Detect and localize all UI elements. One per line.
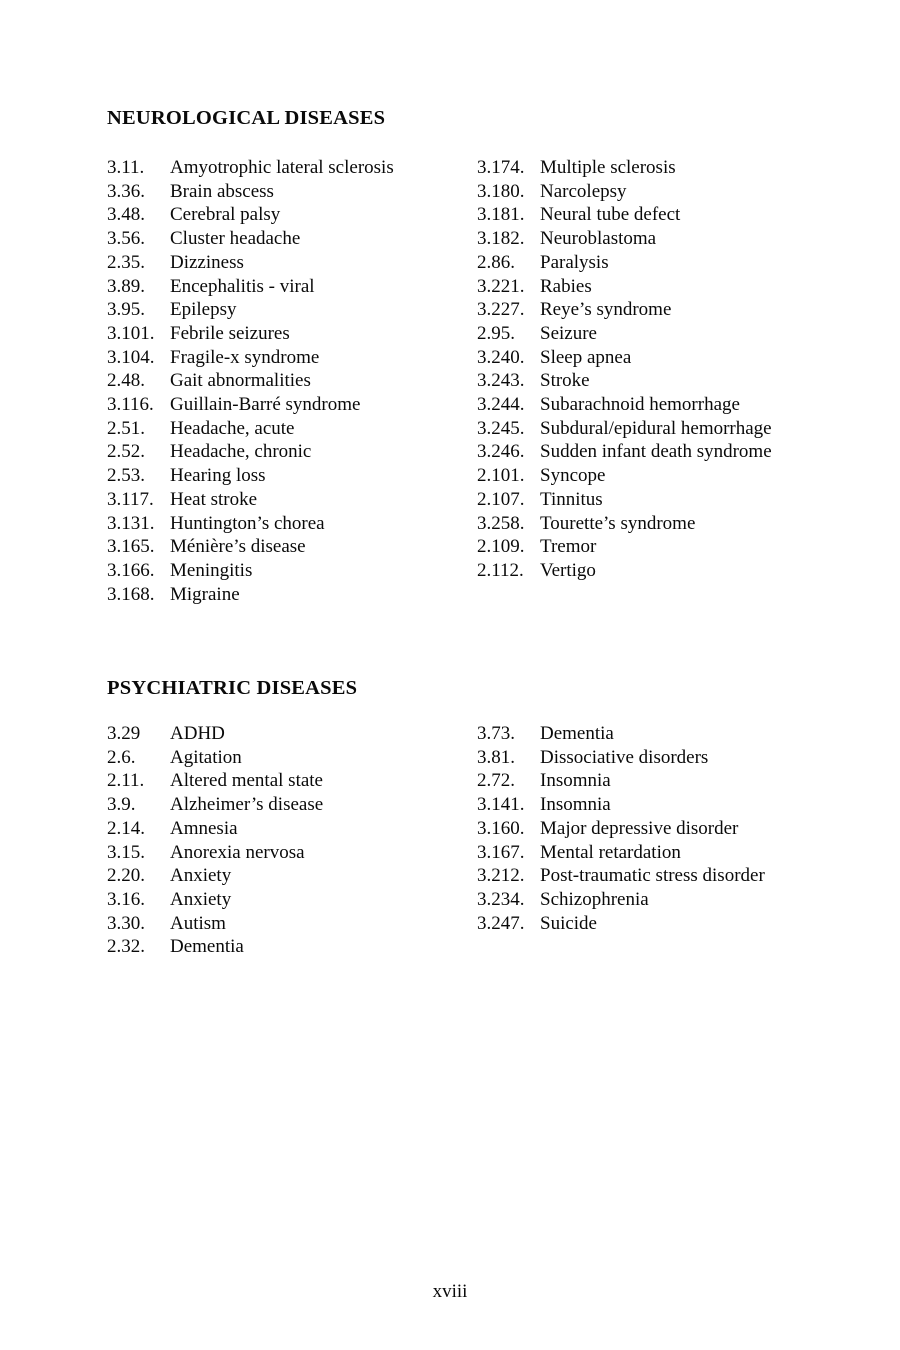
index-entry	[477, 440, 860, 464]
neurological-left-column	[107, 156, 477, 606]
index-entry	[107, 417, 477, 441]
entry-title: Guillain-Barré syndrome	[170, 394, 361, 416]
entry-number: 3.95.	[107, 299, 145, 321]
entry-title: Hearing loss	[170, 465, 266, 487]
entry-title: Post-traumatic stress disorder	[540, 865, 765, 887]
index-entry	[477, 298, 860, 322]
entry-title: Dementia	[170, 936, 244, 958]
entry-title: Insomnia	[540, 770, 611, 792]
entry-title: Mental retardation	[540, 841, 681, 863]
index-entry	[477, 180, 860, 204]
entry-number: 3.181.	[477, 204, 525, 226]
index-entry	[107, 393, 477, 417]
entry-title: Anxiety	[170, 888, 232, 910]
entry-title: Sudden infant death syndrome	[540, 441, 772, 463]
entry-title: Anorexia nervosa	[170, 841, 305, 863]
entry-title: Dizziness	[170, 251, 244, 273]
index-entry	[107, 322, 477, 346]
entry-title: Tourette’s syndrome	[540, 512, 696, 534]
entry-number: 2.107.	[477, 488, 525, 510]
entry-title: Narcolepsy	[540, 180, 627, 202]
entry-number: 2.72.	[477, 770, 515, 792]
entry-title: Cluster headache	[170, 228, 301, 250]
entry-number: 2.11.	[107, 770, 145, 792]
entry-title: Tinnitus	[540, 488, 603, 510]
psychiatric-diseases-columns	[107, 722, 860, 959]
index-entry	[477, 912, 860, 936]
entry-number: 3.166.	[107, 559, 155, 581]
index-entry	[477, 417, 860, 441]
entry-title: Reye’s syndrome	[540, 299, 672, 321]
index-entry	[477, 227, 860, 251]
entry-title: Seizure	[540, 322, 597, 344]
entry-title: Suicide	[540, 912, 597, 934]
entry-title: Subarachnoid hemorrhage	[540, 394, 740, 416]
index-entry	[107, 583, 477, 607]
entry-number: 3.89.	[107, 275, 145, 297]
entry-title: Ménière’s disease	[170, 536, 306, 558]
entry-number: 2.52.	[107, 441, 145, 463]
index-entry	[477, 156, 860, 180]
entry-number: 3.15.	[107, 841, 145, 863]
entry-number: 3.168.	[107, 583, 155, 605]
entry-title: Febrile seizures	[170, 322, 290, 344]
index-entry	[107, 559, 477, 583]
index-entry	[107, 935, 477, 959]
entry-title: Meningitis	[170, 559, 253, 581]
entry-title: Heat stroke	[170, 488, 258, 510]
index-entry	[107, 888, 477, 912]
index-entry	[477, 251, 860, 275]
entry-number: 3.234.	[477, 888, 525, 910]
entry-title: Paralysis	[540, 251, 609, 273]
entry-number: 3.117.	[107, 488, 154, 510]
index-entry	[107, 793, 477, 817]
entry-number: 3.16.	[107, 888, 145, 910]
index-entry	[477, 817, 860, 841]
entry-number: 3.246.	[477, 441, 525, 463]
entry-number: 3.56.	[107, 228, 145, 250]
entry-title: Tremor	[540, 536, 597, 558]
entry-number: 3.30.	[107, 912, 145, 934]
entry-number: 3.131.	[107, 512, 155, 534]
entry-title: Sleep apnea	[540, 346, 632, 368]
index-entry	[477, 322, 860, 346]
index-entry	[477, 393, 860, 417]
entry-title: Anxiety	[170, 865, 232, 887]
entry-number: 2.35.	[107, 251, 145, 273]
index-entry	[477, 888, 860, 912]
index-entry	[107, 369, 477, 393]
index-entry	[107, 180, 477, 204]
index-entry	[107, 251, 477, 275]
entry-title: Major depressive disorder	[540, 817, 739, 839]
index-entry	[477, 864, 860, 888]
entry-number: 3.247.	[477, 912, 525, 934]
entry-number: 3.212.	[477, 865, 525, 887]
entry-title: Dissociative disorders	[540, 746, 709, 768]
entry-number: 3.11.	[107, 157, 145, 178]
entry-title: Syncope	[540, 465, 606, 487]
entry-number: 3.160.	[477, 817, 525, 839]
entry-number: 3.116.	[107, 394, 154, 416]
index-entry	[477, 464, 860, 488]
entry-number: 3.180.	[477, 180, 525, 202]
entry-title: Stroke	[540, 370, 590, 392]
entry-number: 3.141.	[477, 794, 525, 816]
entry-title: Alzheimer’s disease	[170, 794, 324, 816]
entry-number: 3.104.	[107, 346, 155, 368]
entry-title: Headache, acute	[170, 417, 295, 439]
neurological-right-column	[477, 156, 860, 583]
index-entry	[477, 203, 860, 227]
entry-number: 3.258.	[477, 512, 525, 534]
index-entry	[107, 817, 477, 841]
index-entry	[107, 535, 477, 559]
entry-title: Vertigo	[540, 559, 596, 581]
entry-title: Neuroblastoma	[540, 228, 657, 250]
index-entry	[107, 275, 477, 299]
psychiatric-left-column	[107, 722, 477, 959]
psychiatric-right-column	[477, 722, 860, 935]
index-entry	[477, 722, 860, 746]
index-entry	[477, 512, 860, 536]
entry-number: 2.112.	[477, 559, 524, 581]
index-entry	[477, 346, 860, 370]
entry-number: 3.36.	[107, 180, 145, 202]
entry-title: Migraine	[170, 583, 240, 605]
entry-number: 3.101.	[107, 322, 155, 344]
entry-title: Cerebral palsy	[170, 204, 281, 226]
index-entry	[107, 512, 477, 536]
entry-title: Dementia	[540, 723, 614, 744]
entry-number: 2.101.	[477, 465, 525, 487]
entry-title: Fragile-x syndrome	[170, 346, 320, 368]
index-entry	[107, 156, 477, 180]
entry-number: 3.73.	[477, 723, 515, 744]
entry-title: Gait abnormalities	[170, 370, 311, 392]
section-heading-psychiatric-diseases: PSYCHIATRIC DISEASES	[107, 677, 358, 699]
index-entry	[477, 275, 860, 299]
entry-title: Amnesia	[170, 817, 238, 839]
index-entry	[477, 769, 860, 793]
entry-title: Brain abscess	[170, 180, 274, 202]
index-entry	[477, 559, 860, 583]
entry-title: Subdural/epidural hemorrhage	[540, 417, 772, 439]
index-entry	[107, 298, 477, 322]
entry-number: 3.182.	[477, 228, 525, 250]
entry-title: Amyotrophic lateral sclerosis	[170, 157, 394, 178]
page-number: xviii	[432, 1281, 468, 1302]
entry-number: 3.227.	[477, 299, 525, 321]
entry-number: 3.240.	[477, 346, 525, 368]
entry-number: 2.6.	[107, 746, 136, 768]
index-entry	[477, 369, 860, 393]
entry-number: 2.48.	[107, 370, 145, 392]
index-entry	[107, 841, 477, 865]
index-entry	[477, 746, 860, 770]
entry-number: 2.14.	[107, 817, 145, 839]
entry-title: Neural tube defect	[540, 204, 681, 226]
entry-number: 2.86.	[477, 251, 515, 273]
index-entry	[107, 203, 477, 227]
index-entry	[107, 346, 477, 370]
entry-number: 3.167.	[477, 841, 525, 863]
index-entry	[107, 912, 477, 936]
entry-title: Encephalitis - viral	[170, 275, 315, 297]
entry-title: Huntington’s chorea	[170, 512, 325, 534]
index-entry	[477, 535, 860, 559]
entry-title: Rabies	[540, 275, 592, 297]
entry-number: 2.109.	[477, 536, 525, 558]
entry-number: 3.48.	[107, 204, 145, 226]
index-entry	[107, 769, 477, 793]
entry-title: Agitation	[170, 746, 242, 768]
entry-number: 3.165.	[107, 536, 155, 558]
index-entry	[477, 793, 860, 817]
index-entry	[107, 440, 477, 464]
entry-number: 3.9.	[107, 794, 136, 816]
index-entry	[107, 227, 477, 251]
entry-title: ADHD	[170, 723, 225, 744]
section-heading-neurological-diseases: NEUROLOGICAL DISEASES	[107, 107, 386, 129]
entry-title: Altered mental state	[170, 770, 323, 792]
index-entry	[107, 464, 477, 488]
index-entry	[107, 488, 477, 512]
entry-number: 2.32.	[107, 936, 145, 958]
entry-title: Multiple sclerosis	[540, 157, 676, 178]
index-entry	[107, 746, 477, 770]
index-entry	[107, 722, 477, 746]
entry-number: 3.243.	[477, 370, 525, 392]
entry-title: Insomnia	[540, 794, 611, 816]
index-entry	[477, 841, 860, 865]
entry-title: Schizophrenia	[540, 888, 649, 910]
entry-number: 3.81.	[477, 746, 515, 768]
entry-number: 3.245.	[477, 417, 525, 439]
entry-number: 2.95.	[477, 322, 515, 344]
entry-number: 3.174.	[477, 157, 525, 178]
entry-number: 2.20.	[107, 865, 145, 887]
index-entry	[107, 864, 477, 888]
entry-title: Epilepsy	[170, 299, 237, 321]
entry-number: 3.29	[107, 723, 141, 744]
entry-number: 3.244.	[477, 394, 525, 416]
neurological-diseases-columns	[107, 156, 860, 606]
index-entry	[477, 488, 860, 512]
entry-number: 3.221.	[477, 275, 525, 297]
entry-title: Autism	[170, 912, 226, 934]
entry-title: Headache, chronic	[170, 441, 312, 463]
entry-number: 2.53.	[107, 465, 145, 487]
entry-number: 2.51.	[107, 417, 145, 439]
